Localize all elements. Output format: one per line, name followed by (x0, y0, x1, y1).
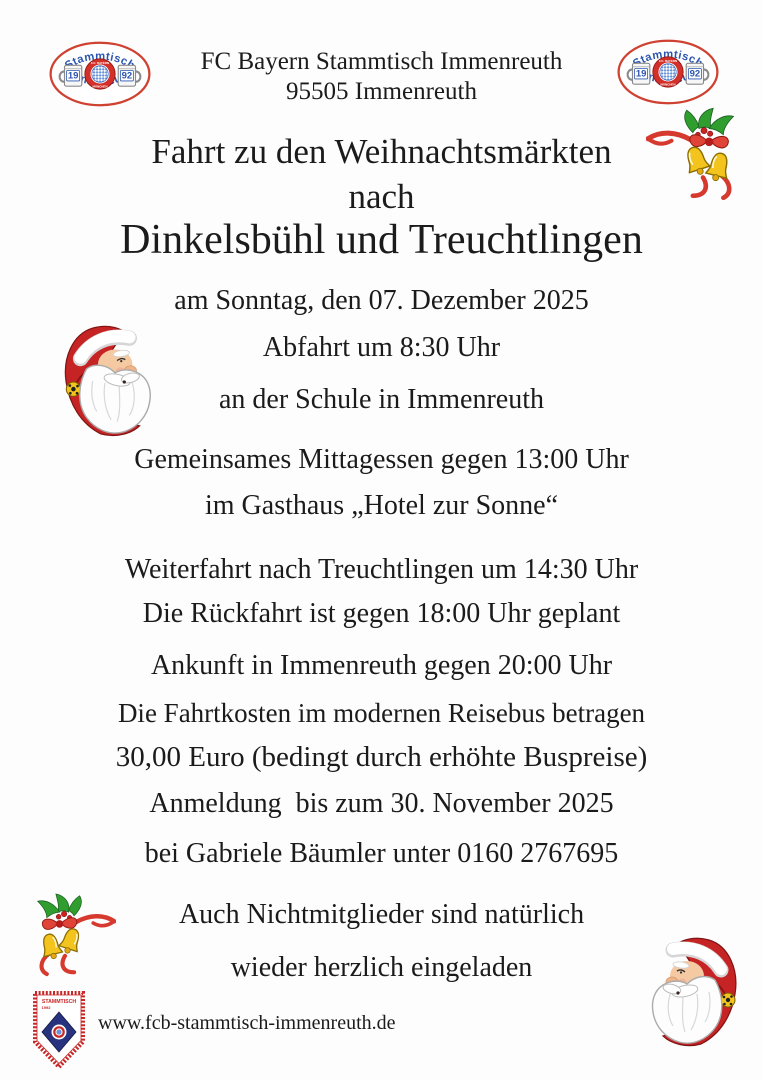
departure-place-line: an der Schule in Immenreuth (218, 384, 544, 415)
registration-deadline-line: Anmeldung bis zum 30. November 2025 (149, 788, 614, 819)
org-name-line: FC Bayern Stammtisch Immenreuth (200, 48, 563, 75)
cost-intro-line: Die Fahrtkosten im modernen Reisebus betragen (117, 698, 646, 728)
date-line: am Sonntag, den 07. Dezember 2025 (174, 285, 589, 316)
arrival-line: Ankunft in Immenreuth gegen 20:00 Uhr (150, 650, 613, 681)
destination-title: Dinkelsbühl und Treuchtlingen (120, 217, 643, 263)
onward-trip-line: Weiterfahrt nach Treuchtlingen um 14:30 Uhr (124, 554, 639, 585)
invitation-line2: wieder herzlich eingeladen (230, 952, 533, 983)
cost-amount-line: 30,00 Euro (bedingt durch erhöhte Buspreise) (115, 741, 648, 773)
org-address-line: 95505 Immenreuth (286, 78, 477, 105)
trip-title-line1: Fahrt zu den Weihnachtsmärkten (151, 132, 612, 171)
restaurant-line: im Gasthaus „Hotel zur Sonne“ (204, 490, 559, 521)
departure-time-line: Abfahrt um 8:30 Uhr (262, 332, 501, 363)
website-url: www.fcb-stammtisch-immenreuth.de (98, 1012, 396, 1034)
return-trip-line: Die Rückfahrt ist gegen 18:00 Uhr geplant (142, 598, 621, 629)
invitation-line1: Auch Nichtmitglieder sind natürlich (178, 899, 585, 930)
club-pennant-icon (30, 990, 88, 1072)
registration-contact-line: bei Gabriele Bäumler unter 0160 2767695 (144, 838, 619, 869)
trip-title-line2: nach (348, 177, 415, 216)
lunch-line: Gemeinsames Mittagessen gegen 13:00 Uhr (134, 444, 629, 475)
